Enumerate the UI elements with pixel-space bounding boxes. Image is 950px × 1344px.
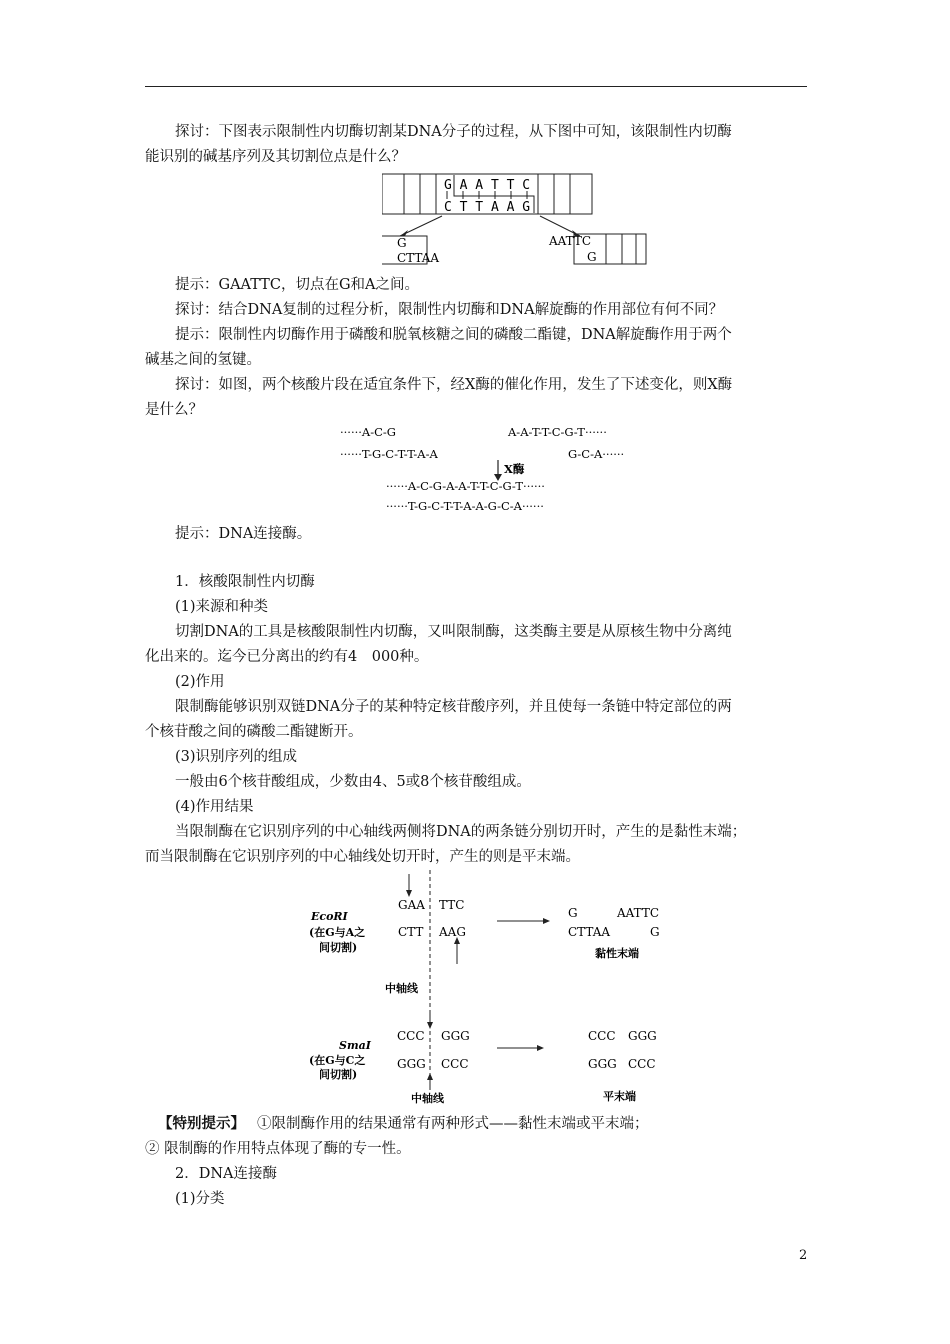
top-strand-sequence: G A A T T C [444,178,531,193]
ligation-figure [340,420,640,516]
ecori-result-top-right: AATTC [617,906,660,920]
ecori-note-1: (在G与A之 [309,926,366,939]
left-fragment-top-seq: ······A-C-G [340,425,396,439]
result-line-1: 当限制酶在它识别序列的中心轴线两侧将DNA的两条链分别切开时，产生的是黏性末端； [175,824,747,840]
result-line-2: 而当限制酶在它识别序列的中心轴线处切开时，产生的则是平末端。 [145,849,580,865]
special-tip-line-1 [158,1112,649,1136]
question-1-line-1: 探讨：下图表示限制性内切酶切割某DNA分子的过程，从下图中可知，该限制性内切酶 [175,124,732,140]
sticky-end-caption: 黏性末端 [595,947,639,960]
left-fragment-bottom: CTTAA [397,251,440,265]
header-rule [145,86,807,87]
right-fragment-top: AATTC [549,234,592,248]
source-line-2: 化出来的。迄今已分离出的约有4 000种。 [145,649,429,665]
ecori-left-bottom: CTT [398,925,424,939]
center-axis-label-2: 中轴线 [411,1092,444,1105]
ligated-bottom-seq: ······T-G-C-T-T-A-A-G-C-A······ [386,499,544,513]
question-3-line-1: 探讨：如图，两个核酸片段在适宜条件下，经X酶的催化作用，发生了下述变化，则X酶 [175,377,733,393]
heading-dna-ligase: 2．DNA连接酶 [175,1166,278,1182]
subheading-source: (1)来源和种类 [175,599,269,615]
special-tip-line-2: ② 限制酶的作用特点体现了酶的专一性。 [145,1141,411,1157]
right-fragment-bottom: G [587,250,597,264]
answer-3: 提示：DNA连接酶。 [175,526,312,542]
smai-result-bottom-left: GGG [588,1057,617,1071]
bottom-strand-sequence: C T T A A G [444,200,531,215]
recognition-text: 一般由6个核苷酸组成，少数由4、5或8个核苷酸组成。 [175,774,531,790]
heading-restriction-enzyme: 1．核酸限制性内切酶 [175,574,315,590]
ecori-result-bottom-left: CTTAA [568,925,611,939]
right-fragment-top-seq: A-A-T-T-C-G-T······ [508,425,607,439]
function-line-2: 个核苷酸之间的磷酸二酯键断开。 [145,724,363,740]
ecori-right-bottom: AAG [439,925,466,939]
left-fragment-top: G [397,236,407,250]
left-fragment-bottom-seq: ······T-G-C-T-T-A-A [340,447,438,461]
ecori-result-top-left: G [568,906,578,920]
subheading-classification: (1)分类 [175,1191,225,1207]
special-tip-label: 【特别提示】 [158,1115,245,1132]
function-line-1: 限制酶能够识别双链DNA分子的某种特定核苷酸序列，并且使每一条链中特定部位的两 [175,699,732,715]
subheading-result: (4)作用结果 [175,799,254,815]
smai-result-bottom-right: CCC [628,1057,656,1071]
enzyme-x-label: X酶 [504,462,525,476]
smai-note-2: 间切割) [319,1068,358,1081]
subheading-recognition: (3)识别序列的组成 [175,749,298,765]
ecori-name: EcoRI [311,910,348,923]
ecori-left-top: GAA [398,898,425,912]
smai-name: SmaI [339,1039,371,1052]
restriction-cut-figure [382,172,657,268]
blunt-end-caption: 平末端 [603,1090,636,1103]
answer-2-line-2: 碱基之间的氢键。 [145,352,261,368]
right-fragment-bottom-seq: G-C-A······ [568,447,625,461]
source-line-1: 切割DNA的工具是核酸限制性内切酶，又叫限制酶，这类酶主要是从原核生物中分离纯 [175,624,732,640]
smai-right-bottom: CCC [441,1057,469,1071]
ecori-result-bottom-right: G [650,925,660,939]
smai-left-bottom: GGG [397,1057,426,1071]
answer-1: 提示：GAATTC，切点在G和A之间。 [175,277,419,293]
smai-result-top-left: CCC [588,1029,616,1043]
center-axis-label: 中轴线 [385,982,418,995]
special-tip-text-1: ①限制酶作用的结果通常有两种形式——黏性末端或平末端； [257,1116,649,1132]
smai-left-top: CCC [397,1029,425,1043]
ecori-right-top: TTC [439,898,465,912]
question-2: 探讨：结合DNA复制的过程分析，限制性内切酶和DNA解旋酶的作用部位有何不同？ [175,302,724,318]
question-1-line-2: 能识别的碱基序列及其切割位点是什么？ [145,149,406,165]
subheading-function: (2)作用 [175,674,225,690]
ecori-note-2: 间切割) [319,941,358,954]
page-number: 2 [799,1248,808,1263]
smai-result-top-right: GGG [628,1029,657,1043]
ligated-top-seq: ······A-C-G-A-A-T-T-C-G-T······ [386,479,545,493]
smai-right-top: GGG [441,1029,470,1043]
answer-2-line-1: 提示：限制性内切酶作用于磷酸和脱氧核糖之间的磷酸二酯键，DNA解旋酶作用于两个 [175,327,732,343]
smai-note-1: (在G与C之 [309,1054,366,1067]
sticky-blunt-ends-figure [305,868,675,1108]
question-3-line-2: 是什么？ [145,402,203,418]
